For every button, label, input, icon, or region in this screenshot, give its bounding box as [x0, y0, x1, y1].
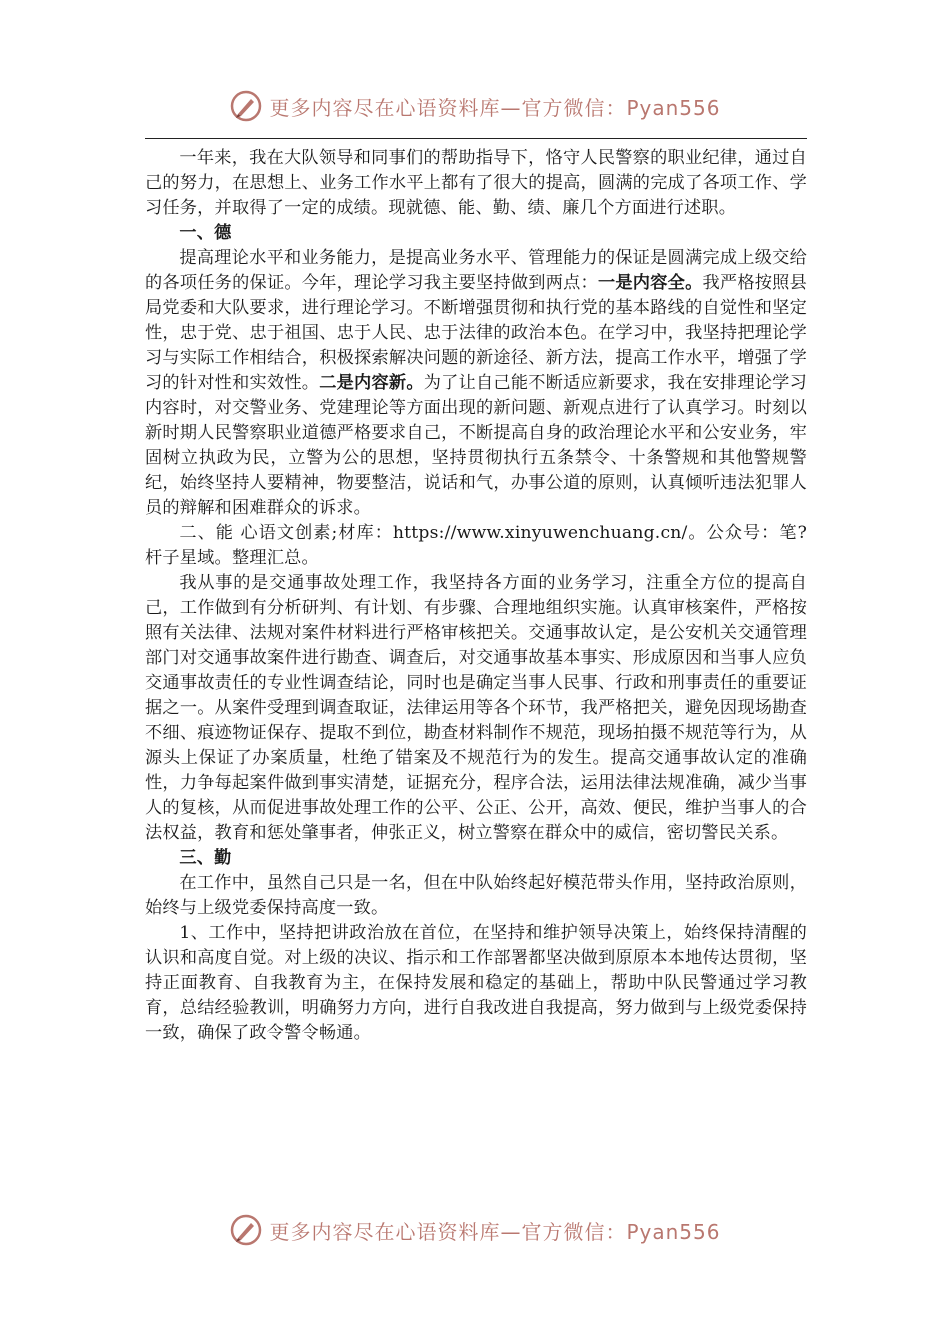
section-qin-paragraph-1: 在工作中，虽然自己只是一名，但在中队始终起好模范带头作用，坚持政治原则，始终与上级党委保持高度一致。	[145, 873, 807, 918]
pen-logo-icon	[229, 89, 263, 123]
section-de-paragraph: 提高理论水平和业务能力，是提高业务水平、管理能力的保证是圆满完成上级交给的各项任务的保证。今年，理论学习我主要坚持做到两点：一是内容全。我严格按照县局党委和大队要求，进行理论学习。不断增强贯彻和执行党的基本路线的自觉性和坚定性，忠于党、忠于祖国、忠于人民、忠于法律的政治本色。在学习中，我坚持把理论学习与实际工作相结合，积极探索解决问题的新途径、新方法，提高工作水平，增强了学习的针对性和实效性。二是内容新。为了让自己能不断适应新要求，我在安排理论学习内容时，对交警业务、党建理论等方面出现的新问题、新观点进行了认真学习。时刻以新时期人民警察职业道德严格要求自己，不断提高自身的政治理论水平和公安业务，牢固树立执政为民，立警为公的思想，坚持贯彻执行五条禁令、十条警规和其他警规警纪，始终坚持人要精神，物要整洁，说话和气，办事公道的原则，认真倾听违法犯罪人员的辩解和困难群众的诉求。	[145, 248, 807, 518]
section-heading-qin: 三、勤	[179, 848, 232, 868]
section-heading-neng: 二、能 心语文创素;材库：https://www.xinyuwenchuang.cn/。公众号：笔?杆子星域。整理汇总。	[145, 523, 807, 568]
watermark-text: 更多内容尽在心语资料库—官方微信：Pyan556	[269, 1219, 721, 1244]
watermark-text: 更多内容尽在心语资料库—官方微信：Pyan556	[269, 95, 721, 120]
watermark-banner-top	[0, 86, 950, 126]
pen-logo-icon	[229, 1213, 263, 1247]
header-divider	[145, 138, 807, 139]
section-neng-paragraph: 我从事的是交通事故处理工作，我坚持各方面的业务学习，注重全方位的提高自己，工作做到有分析研判、有计划、有步骤、合理地组织实施。认真审核案件，严格按照有关法律、法规对案件材料进行严格审核把关。交通事故认定，是公安机关交通管理部门对交通事故案件进行勘查、调查后，对交通事故基本事实、形成原因和当事人应负交通事故责任的专业性调查结论，同时也是确定当事人民事、行政和刑事责任的重要证据之一。从案件受理到调查取证，法律运用等各个环节，我严格把关，避免因现场勘查不细、痕迹物证保存、提取不到位，勘查材料制作不规范，现场拍摄不规范等行为，从源头上保证了办案质量，杜绝了错案及不规范行为的发生。提高交通事故认定的准确性，力争每起案件做到事实清楚，证据充分，程序合法，运用法律法规准确，减少当事人的复核，从而促进事故处理工作的公平、公正、公开，高效、便民，维护当事人的合法权益，教育和惩处肇事者，伸张正义，树立警察在群众中的威信，密切警民关系。	[145, 573, 807, 843]
watermark-banner-bottom	[0, 1210, 950, 1250]
section-heading-de: 一、德	[179, 223, 232, 243]
intro-paragraph: 一年来，我在大队领导和同事们的帮助指导下，恪守人民警察的职业纪律，通过自己的努力，在思想上、业务工作水平上都有了很大的提高，圆满的完成了各项工作、学习任务，并取得了一定的成绩。现就德、能、勤、绩、廉几个方面进行述职。	[145, 148, 807, 218]
document-body	[145, 146, 807, 1046]
section-qin-paragraph-2: 1、工作中，坚持把讲政治放在首位，在坚持和维护领导决策上，始终保持清醒的认识和高度自觉。对上级的决议、指示和工作部署都坚决做到原原本本地传达贯彻，坚持正面教育、自我教育为主，在保持发展和稳定的基础上，帮助中队民警通过学习教育，总结经验教训，明确努力方向，进行自我改进自我提高，努力做到与上级党委保持一致，确保了政令警令畅通。	[145, 923, 807, 1043]
